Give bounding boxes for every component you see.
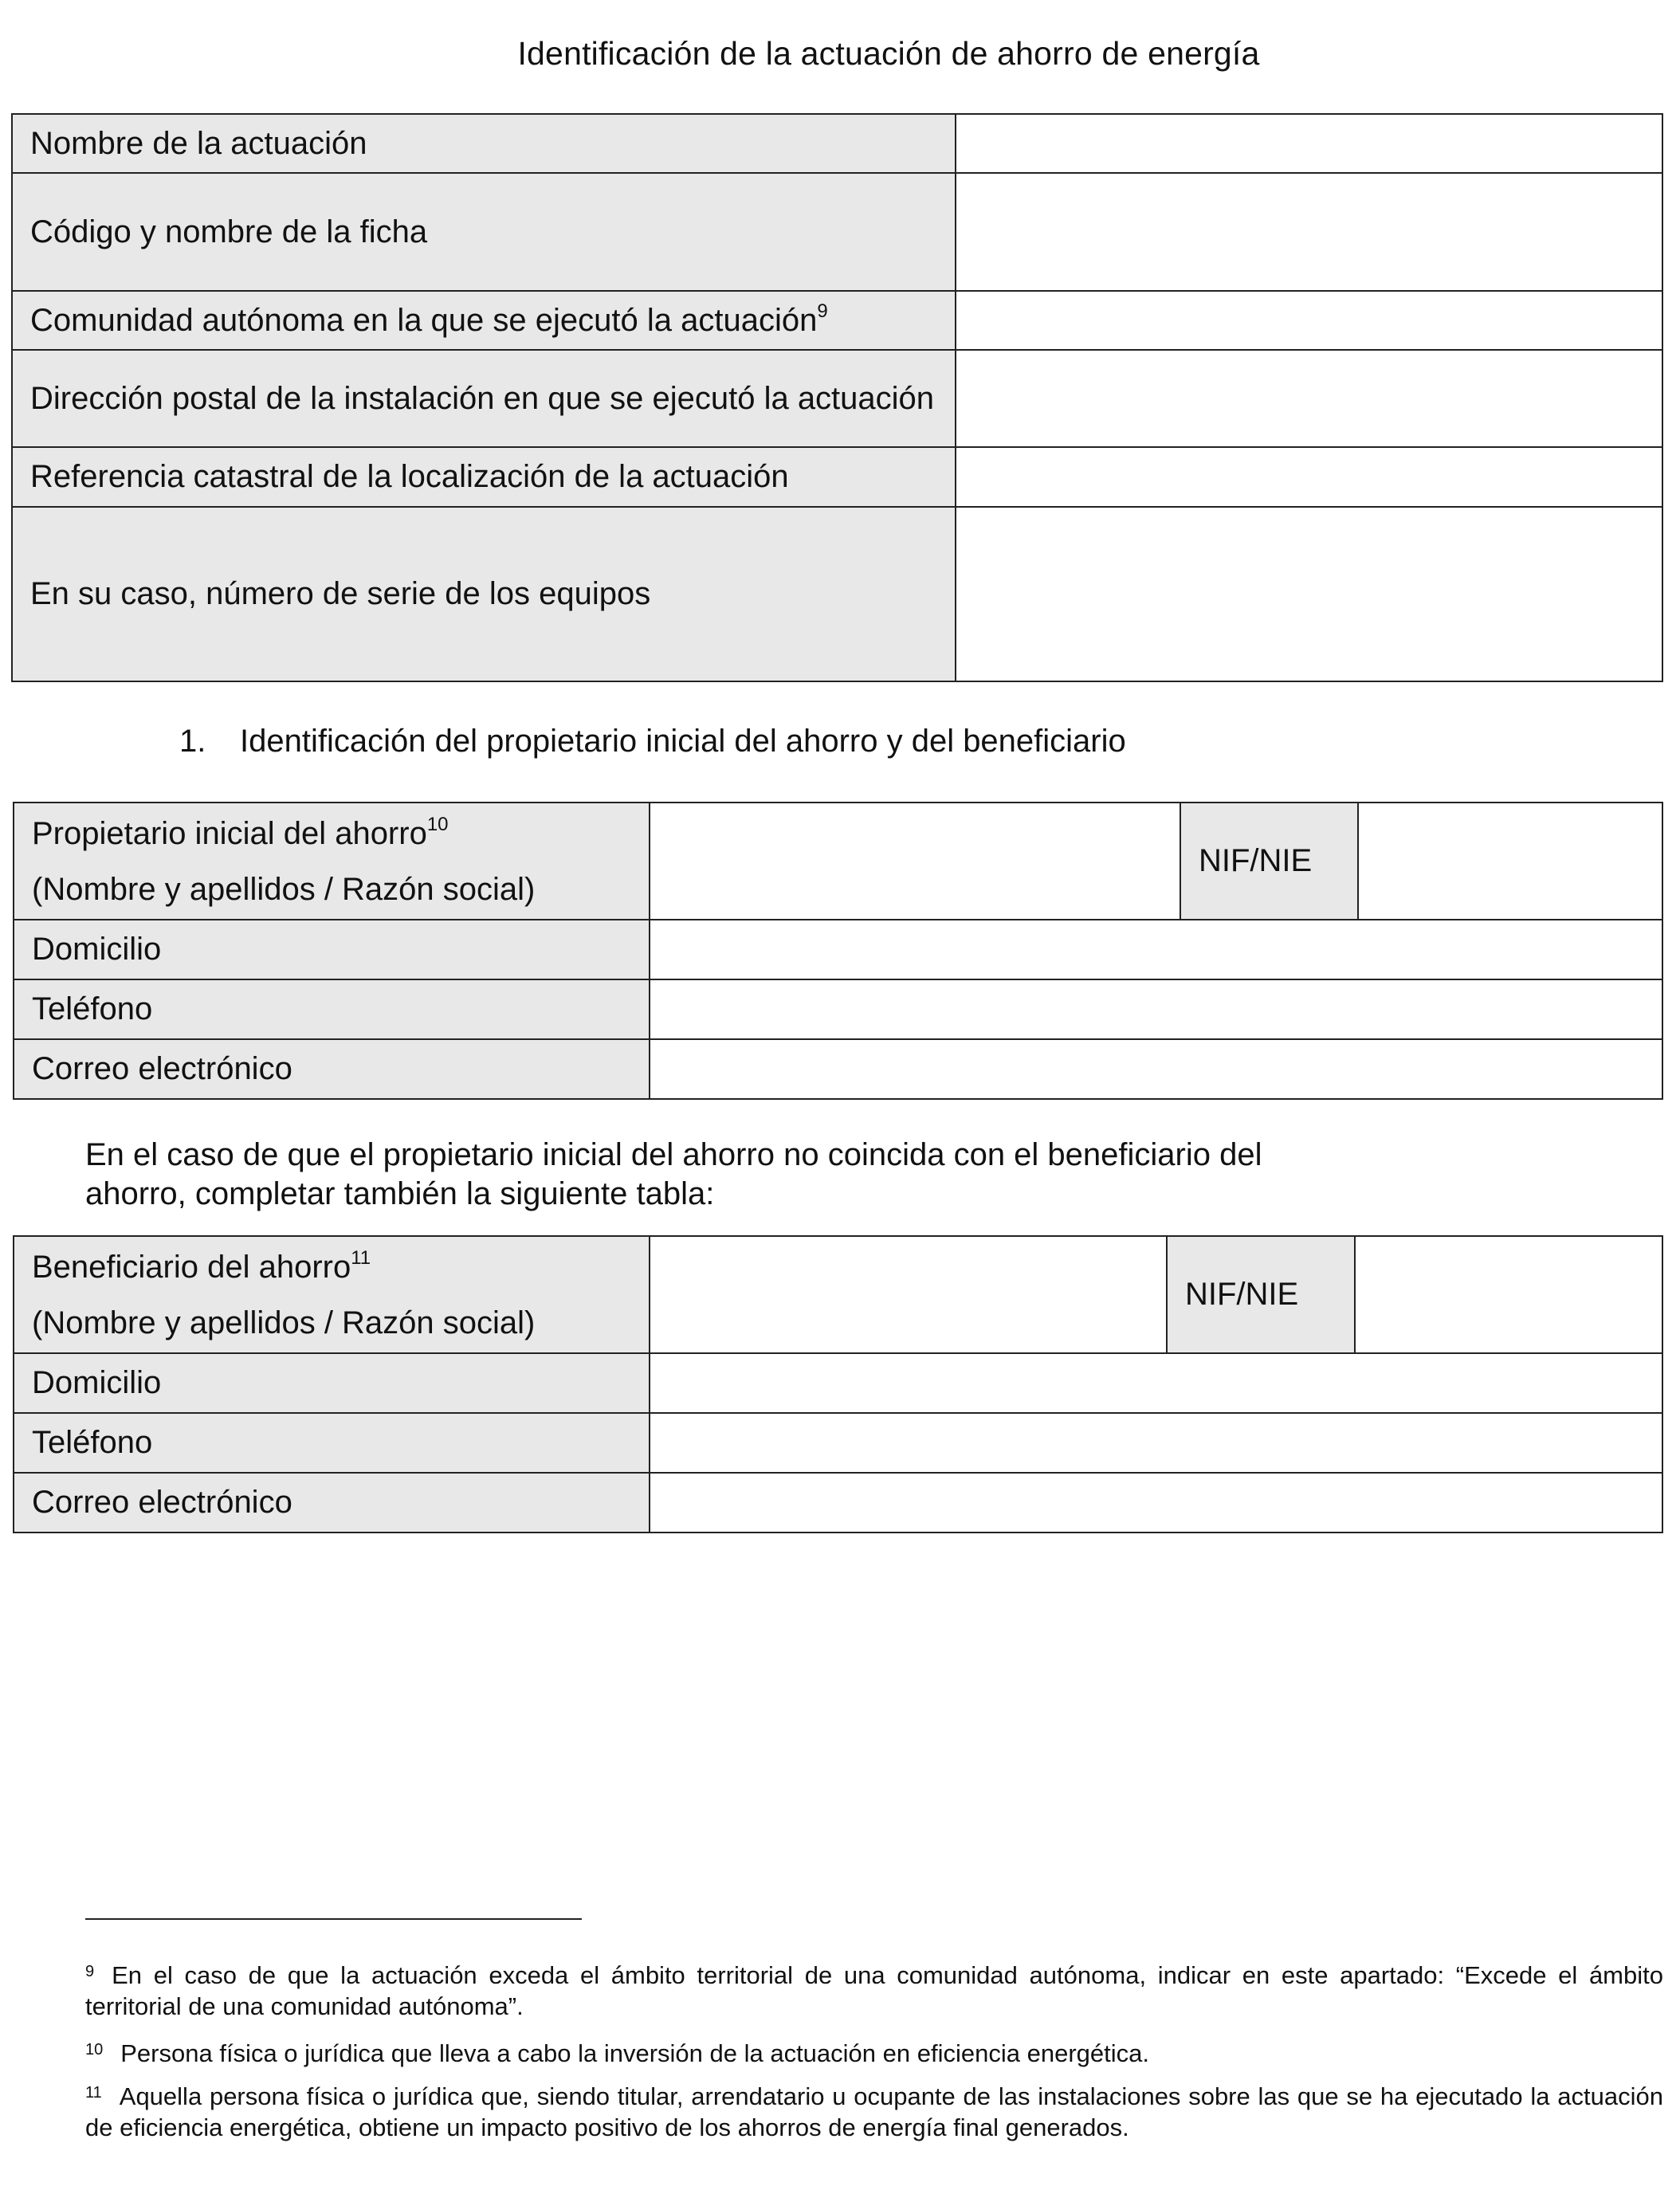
row-label: Teléfono	[14, 979, 650, 1039]
telefono-field[interactable]	[650, 979, 1662, 1039]
footnote	[85, 2081, 1663, 2143]
table-row	[14, 1473, 1662, 1533]
footnote	[85, 2038, 1663, 2069]
footnote-ref: 11	[351, 1247, 371, 1270]
numero-serie-field[interactable]	[956, 507, 1662, 681]
propietario-table	[13, 802, 1663, 1100]
row-label: Referencia catastral de la localización de la actuación	[12, 447, 956, 507]
actuacion-table	[11, 113, 1663, 682]
table-row	[12, 114, 1662, 173]
footnote-ref: 9	[817, 300, 828, 323]
row-label: Domicilio	[14, 920, 650, 979]
footnote-text: Aquella persona física o jurídica que, siendo titular, arrendatario u ocupante de las instalaciones sobre las que se ha ejecutado la actuación de eficiencia energética, obtiene un impacto positivo de los ahorros de energía final generados.	[85, 2082, 1663, 2141]
table-row	[14, 979, 1662, 1039]
table-row	[14, 1236, 1662, 1353]
row-label: Correo electrónico	[14, 1473, 650, 1533]
row-label: Correo electrónico	[14, 1039, 650, 1099]
footnote-text: Persona física o jurídica que lleva a cabo la inversión de la actuación en eficiencia energética.	[120, 2039, 1149, 2067]
table-row	[14, 920, 1662, 979]
row-label: Comunidad autónoma en la que se ejecutó la actuación$^9$	[12, 291, 956, 350]
beneficiario-name-field[interactable]	[650, 1236, 1167, 1353]
table-row	[12, 447, 1662, 507]
instruction-note: En el caso de que el propietario inicial del ahorro no coincida con el beneficiario del ahorro, completar también la siguiente tabla:	[85, 1137, 1262, 1211]
table-row	[14, 803, 1662, 920]
nif-label: NIF/NIE	[1180, 803, 1358, 920]
footnote-ref: 10	[426, 814, 449, 836]
comunidad-autonoma-field[interactable]	[956, 291, 1662, 350]
domicilio-field[interactable]	[650, 1353, 1662, 1413]
footnote-mark: 11	[85, 2084, 102, 2102]
footnote-mark: 10	[85, 2041, 104, 2058]
section-heading	[179, 724, 1126, 759]
row-label: Domicilio	[14, 1353, 650, 1413]
table-row	[12, 173, 1662, 291]
footnote-text: En el caso de que la actuación exceda el ámbito territorial de una comunidad autónoma, indicar en este apartado: “Excede el ámbito territorial de una comunidad autónoma”.	[85, 1961, 1663, 2020]
footnote-mark: 9	[85, 1963, 95, 1980]
beneficiario-table	[13, 1235, 1663, 1533]
codigo-ficha-field[interactable]	[956, 173, 1662, 291]
beneficiario-nif-field[interactable]	[1355, 1236, 1662, 1353]
propietario-name-field[interactable]	[650, 803, 1180, 920]
nif-label: NIF/NIE	[1167, 1236, 1355, 1353]
section-number: 1.	[179, 724, 206, 759]
section-heading-text: Identificación del propietario inicial del ahorro y del beneficiario	[240, 724, 1126, 759]
footnote-separator	[85, 1918, 582, 1920]
table-row	[12, 507, 1662, 681]
row-label: Teléfono	[14, 1413, 650, 1473]
nombre-actuacion-field[interactable]	[956, 114, 1662, 173]
row-label: Dirección postal de la instalación en que se ejecutó la actuación	[12, 350, 956, 447]
table-row	[12, 350, 1662, 447]
row-label: Nombre de la actuación	[12, 114, 956, 173]
telefono-field[interactable]	[650, 1413, 1662, 1473]
page-title: Identificación de la actuación de ahorro de energía	[517, 35, 1260, 72]
row-label: Beneficiario del ahorro$^{11}$ (Nombre y apellidos / Razón social)	[14, 1236, 650, 1353]
row-label: Código y nombre de la ficha	[12, 173, 956, 291]
row-label: En su caso, número de serie de los equipos	[12, 507, 956, 681]
table-row	[14, 1039, 1662, 1099]
table-row	[12, 291, 1662, 350]
email-field[interactable]	[650, 1473, 1662, 1533]
propietario-nif-field[interactable]	[1358, 803, 1662, 920]
footnote	[85, 1960, 1663, 2022]
row-label: Propietario inicial del ahorro$^{10}$ (Nombre y apellidos / Razón social)	[14, 803, 650, 920]
table-row	[14, 1353, 1662, 1413]
domicilio-field[interactable]	[650, 920, 1662, 979]
email-field[interactable]	[650, 1039, 1662, 1099]
table-row	[14, 1413, 1662, 1473]
referencia-catastral-field[interactable]	[956, 447, 1662, 507]
direccion-postal-field[interactable]	[956, 350, 1662, 447]
